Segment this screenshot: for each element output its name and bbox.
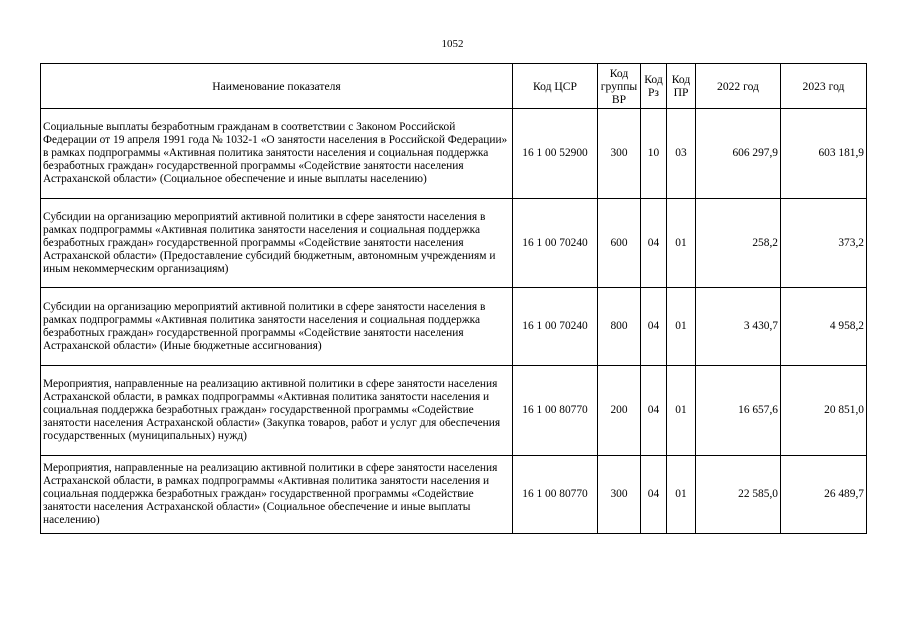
budget-table — [40, 63, 867, 534]
row-vr-code: 300 — [598, 109, 641, 199]
table-row — [41, 199, 867, 288]
row-name: Мероприятия, направленные на реализацию активной политики в сфере занятости населения Астраханской области, в рамках подпрограммы «Активная политика занятости населения и социальная поддержка безработных граждан» государственной программы «Содействие занятости населения Астраханской области» (Закупка товаров, работ и услуг для обеспечения государственных (муниципальных) нужд) — [41, 366, 513, 456]
row-csr-code: 16 1 00 70240 — [513, 199, 598, 288]
table-row — [41, 288, 867, 366]
row-vr-code: 600 — [598, 199, 641, 288]
column-header-rz: Код Рз — [641, 64, 667, 109]
row-rz-code: 04 — [641, 366, 667, 456]
row-csr-code: 16 1 00 80770 — [513, 366, 598, 456]
row-name: Субсидии на организацию мероприятий активной политики в сфере занятости населения в рамках подпрограммы «Активная политика занятости населения и социальная поддержка безработных граждан» государственной программы «Содействие занятости населения Астраханской области» (Предоставление субсидий бюджетным, автономным учреждениям и иным некоммерческим организациям) — [41, 199, 513, 288]
row-csr-code: 16 1 00 52900 — [513, 109, 598, 199]
row-pr-code: 01 — [667, 456, 696, 534]
column-header-vr: Код группы ВР — [598, 64, 641, 109]
row-pr-code: 01 — [667, 288, 696, 366]
row-value-2022: 258,2 — [696, 199, 781, 288]
row-rz-code: 04 — [641, 199, 667, 288]
row-rz-code: 04 — [641, 288, 667, 366]
row-value-2023: 26 489,7 — [781, 456, 867, 534]
column-header-2023: 2023 год — [781, 64, 867, 109]
row-csr-code: 16 1 00 70240 — [513, 288, 598, 366]
table-row — [41, 109, 867, 199]
column-header-2022: 2022 год — [696, 64, 781, 109]
row-value-2023: 373,2 — [781, 199, 867, 288]
row-name: Субсидии на организацию мероприятий активной политики в сфере занятости населения в рамках подпрограммы «Активная политика занятости населения и социальная поддержка безработных граждан» государственной программы «Содействие занятости населения Астраханской области» (Иные бюджетные ассигнования) — [41, 288, 513, 366]
row-value-2022: 3 430,7 — [696, 288, 781, 366]
row-value-2023: 20 851,0 — [781, 366, 867, 456]
row-value-2023: 603 181,9 — [781, 109, 867, 199]
row-value-2022: 22 585,0 — [696, 456, 781, 534]
row-pr-code: 01 — [667, 366, 696, 456]
row-value-2022: 606 297,9 — [696, 109, 781, 199]
row-name: Социальные выплаты безработным гражданам в соответствии с Законом Российской Федерации от 19 апреля 1991 года № 1032-1 «О занятости населения в Российской Федерации» в рамках подпрограммы «Активная политика занятости населения и социальная поддержка безработных граждан» государственной программы «Содействие занятости населения Астраханской области» (Социальное обеспечение и иные выплаты населению) — [41, 109, 513, 199]
row-rz-code: 10 — [641, 109, 667, 199]
row-pr-code: 01 — [667, 199, 696, 288]
row-vr-code: 300 — [598, 456, 641, 534]
row-value-2022: 16 657,6 — [696, 366, 781, 456]
column-header-pr: Код ПР — [667, 64, 696, 109]
column-header-name: Наименование показателя — [41, 64, 513, 109]
row-vr-code: 200 — [598, 366, 641, 456]
table-row — [41, 366, 867, 456]
table-header-row — [41, 64, 867, 109]
row-value-2023: 4 958,2 — [781, 288, 867, 366]
row-name: Мероприятия, направленные на реализацию активной политики в сфере занятости населения Астраханской области, в рамках подпрограммы «Активная политика занятости населения и социальная поддержка безработных граждан» государственной программы «Содействие занятости населения Астраханской области» (Социальное обеспечение и иные выплаты населению) — [41, 456, 513, 534]
row-pr-code: 03 — [667, 109, 696, 199]
row-csr-code: 16 1 00 80770 — [513, 456, 598, 534]
table-row — [41, 456, 867, 534]
row-vr-code: 800 — [598, 288, 641, 366]
page-number: 1052 — [441, 38, 464, 50]
column-header-csr: Код ЦСР — [513, 64, 598, 109]
row-rz-code: 04 — [641, 456, 667, 534]
